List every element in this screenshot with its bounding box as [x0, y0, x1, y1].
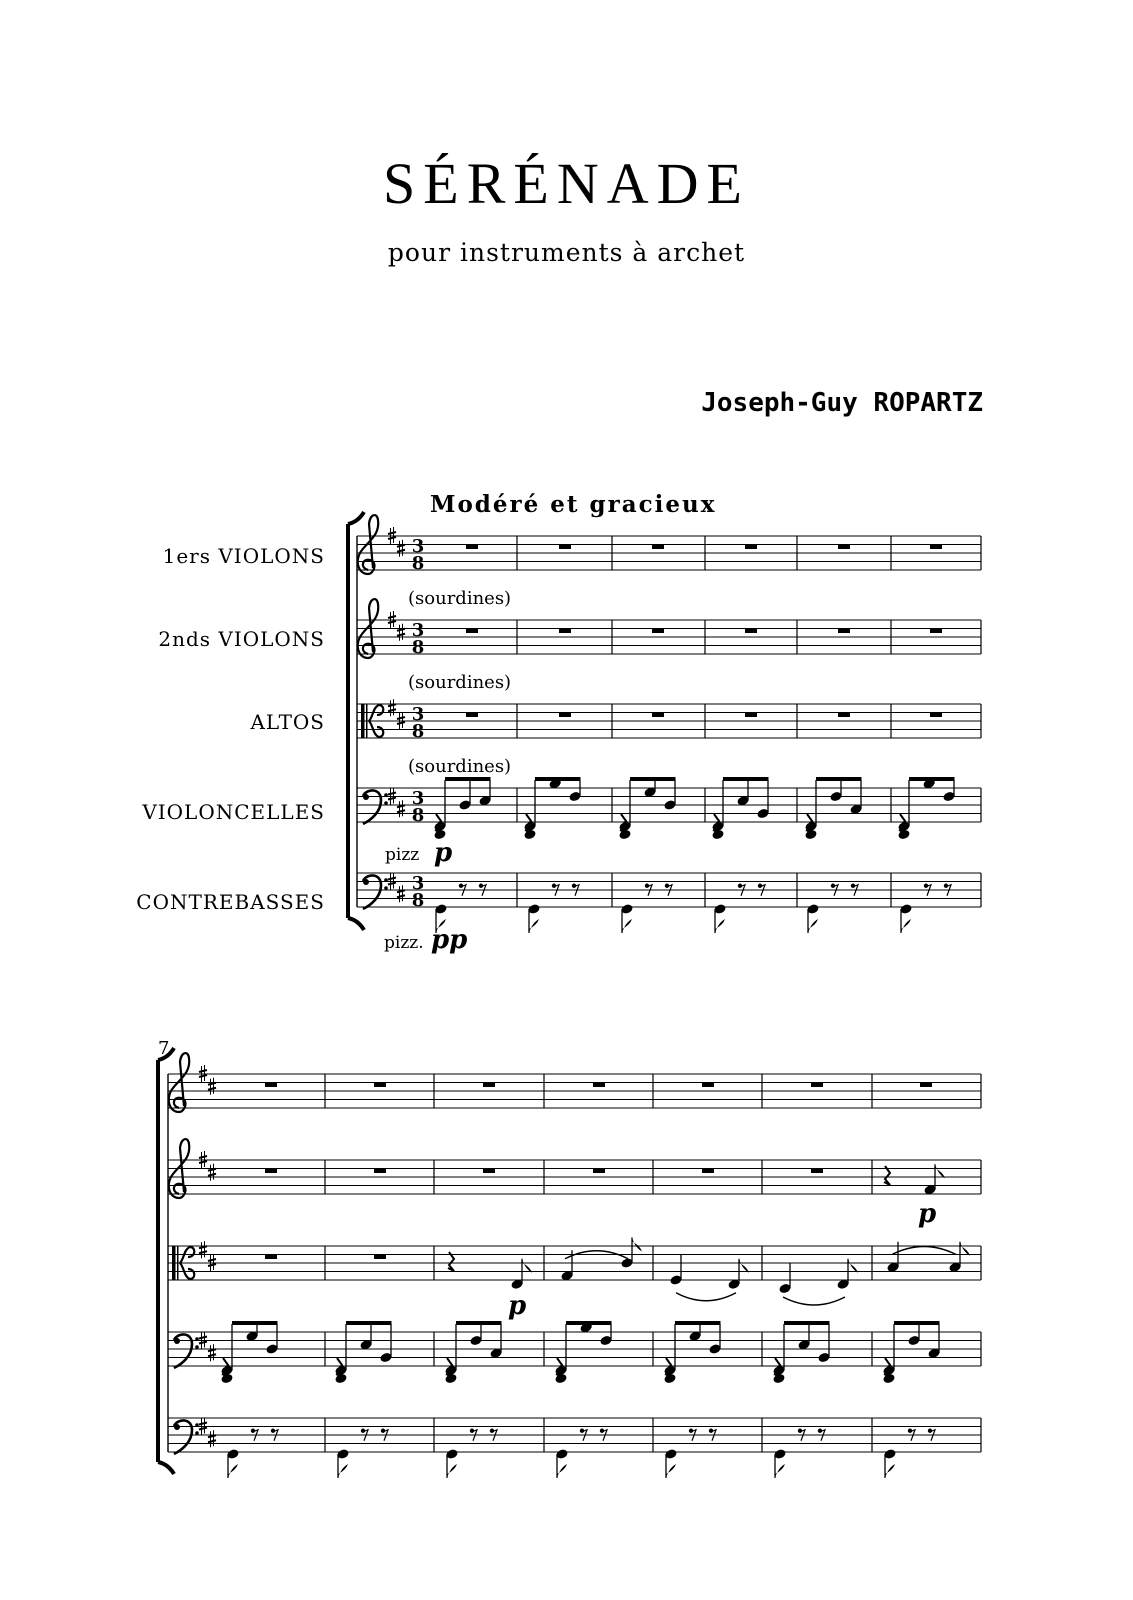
beam: [445, 777, 491, 781]
composer-name: Joseph-Guy ROPARTZ: [701, 388, 983, 418]
whole-rest: [745, 629, 757, 634]
bass-dynamic: pp: [431, 925, 468, 955]
instrument-label-altos: ALTOS: [250, 710, 325, 734]
sharp-sign: [388, 532, 396, 534]
whole-rest: [930, 629, 942, 634]
beam: [894, 1321, 940, 1325]
whole-rest: [838, 629, 850, 634]
sharp-sign: [199, 1246, 207, 1248]
whole-rest: [593, 1083, 605, 1088]
sharp-sign: [397, 634, 405, 636]
sharp-sign: [388, 798, 396, 800]
beam: [816, 777, 862, 781]
whole-rest: [652, 545, 664, 550]
notation-marks: [158, 512, 981, 1478]
bass-clef: [363, 794, 369, 800]
whole-rest: [652, 713, 664, 718]
whole-rest: [466, 713, 478, 718]
whole-rest: [930, 545, 942, 550]
bass-clef: [195, 1337, 199, 1341]
note-flag: [622, 919, 632, 933]
note-flag: [529, 919, 539, 933]
note-flag: [522, 1259, 532, 1273]
alto-clef: [172, 1246, 176, 1280]
bass-clef: [384, 878, 388, 882]
instrument-label-basses: CONTREBASSES: [136, 890, 325, 914]
sharp-sign: [199, 1423, 207, 1425]
sharp-sign: [199, 1342, 207, 1344]
time-signature-numerator: 3: [411, 536, 425, 557]
alto-clef: [177, 1246, 179, 1280]
sharp-sign: [388, 709, 396, 711]
sharp-sign: [208, 1174, 216, 1176]
whole-rest: [838, 713, 850, 718]
sharp-sign: [199, 1337, 207, 1339]
note-flag: [848, 1259, 858, 1273]
sharp-sign: [199, 1156, 207, 1158]
whole-rest: [930, 713, 942, 718]
bass-clef: [384, 793, 388, 797]
note-flag: [632, 1238, 642, 1252]
time-signature-denominator: 8: [411, 805, 425, 826]
time-signature-numerator: 3: [411, 704, 425, 725]
violin2-dynamic: p: [918, 1199, 937, 1229]
whole-rest: [702, 1083, 714, 1088]
note-flag: [739, 1259, 749, 1273]
sharp-sign: [397, 717, 405, 719]
sourdines-annotation-1: (sourdines): [408, 588, 512, 609]
beam: [723, 777, 769, 781]
note-flag: [447, 1464, 457, 1478]
sharp-sign: [388, 793, 396, 795]
beam: [346, 1321, 392, 1325]
sharp-sign: [397, 895, 405, 897]
note-flag: [808, 919, 818, 933]
whole-rest: [374, 1255, 386, 1260]
viola-dynamic: p: [508, 1291, 527, 1321]
sharp-sign: [388, 621, 396, 623]
sharp-sign: [208, 1259, 216, 1261]
whole-rest: [559, 713, 571, 718]
instrument-label-violin2: 2nds VIOLONS: [158, 627, 325, 651]
beam: [909, 777, 955, 781]
sharp-sign: [388, 883, 396, 885]
whole-rest: [745, 713, 757, 718]
beam: [675, 1321, 721, 1325]
bass-clef: [363, 879, 369, 885]
alto-clef: [366, 704, 368, 738]
sharp-sign: [397, 810, 405, 812]
time-signature-denominator: 8: [411, 637, 425, 658]
slur: [892, 1247, 956, 1255]
bass-clef: [174, 1338, 180, 1344]
sharp-sign: [208, 1264, 216, 1266]
sharp-sign: [199, 1070, 207, 1072]
staff-lines: [168, 536, 981, 1452]
note-flag: [901, 919, 911, 933]
whole-rest: [920, 1083, 932, 1088]
slur: [676, 1293, 736, 1301]
sharp-sign: [199, 1428, 207, 1430]
note-flag: [775, 1464, 785, 1478]
score-subtitle: pour instruments à archet: [387, 238, 746, 267]
whole-rest: [483, 1083, 495, 1088]
sharp-sign: [208, 1349, 216, 1351]
tempo-marking: Modéré et gracieux: [430, 491, 717, 518]
beam: [784, 1321, 830, 1325]
cello-dynamic: p: [434, 838, 453, 868]
beam: [232, 1321, 278, 1325]
whole-rest: [559, 545, 571, 550]
whole-rest: [811, 1083, 823, 1088]
sharp-sign: [208, 1083, 216, 1085]
alto-clef: [361, 704, 365, 738]
note-flag: [228, 1464, 238, 1478]
bass-clef: [384, 801, 388, 805]
instrument-label-violin1: 1ers VIOLONS: [162, 544, 325, 568]
note-flag: [557, 1464, 567, 1478]
whole-rest: [838, 545, 850, 550]
note-flag: [338, 1464, 348, 1478]
sharp-sign: [388, 616, 396, 618]
sharp-sign: [208, 1440, 216, 1442]
note-flag: [935, 1164, 945, 1178]
cello-pizz-marking: pizz: [385, 845, 420, 865]
beam: [535, 777, 581, 781]
sharp-sign: [208, 1169, 216, 1171]
slur: [783, 1297, 845, 1305]
whole-rest: [811, 1169, 823, 1174]
instrument-label-cellos: VIOLONCELLES: [142, 800, 325, 824]
time-signature-denominator: 8: [411, 721, 425, 742]
whole-rest: [265, 1083, 277, 1088]
bass-clef: [174, 1424, 180, 1430]
sharp-sign: [199, 1075, 207, 1077]
whole-rest: [265, 1255, 277, 1260]
note-flag: [666, 1464, 676, 1478]
sourdines-annotation-3: (sourdines): [408, 756, 512, 777]
whole-rest: [483, 1169, 495, 1174]
bass-pizz-marking: pizz.: [384, 933, 424, 953]
sharp-sign: [388, 878, 396, 880]
note-flag: [960, 1242, 970, 1256]
note-flag: [715, 919, 725, 933]
whole-rest: [265, 1169, 277, 1174]
sharp-sign: [199, 1251, 207, 1253]
beam: [456, 1321, 502, 1325]
sharp-sign: [397, 722, 405, 724]
whole-rest: [466, 629, 478, 634]
sharp-sign: [397, 550, 405, 552]
bass-clef: [384, 886, 388, 890]
sharp-sign: [199, 1161, 207, 1163]
whole-rest: [702, 1169, 714, 1174]
bass-clef: [195, 1345, 199, 1349]
time-signature-denominator: 8: [411, 890, 425, 911]
whole-rest: [593, 1169, 605, 1174]
whole-rest: [466, 545, 478, 550]
sourdines-annotation-2: (sourdines): [408, 672, 512, 693]
score-title: SÉRÉNADE: [383, 151, 750, 216]
beam: [630, 777, 676, 781]
bass-clef: [195, 1431, 199, 1435]
beam: [566, 1321, 612, 1325]
whole-rest: [374, 1169, 386, 1174]
time-signature-numerator: 3: [411, 620, 425, 641]
whole-rest: [745, 545, 757, 550]
time-signature-numerator: 3: [411, 873, 425, 894]
bass-clef: [195, 1423, 199, 1427]
whole-rest: [652, 629, 664, 634]
sharp-sign: [208, 1435, 216, 1437]
sharp-sign: [388, 537, 396, 539]
sharp-sign: [208, 1354, 216, 1356]
system-bracket: [158, 1048, 174, 1474]
sharp-sign: [208, 1088, 216, 1090]
time-signature-denominator: 8: [411, 553, 425, 574]
note-flag: [885, 1464, 895, 1478]
whole-rest: [374, 1083, 386, 1088]
measure-number: 7: [158, 1038, 170, 1059]
whole-rest: [559, 629, 571, 634]
time-signature-numerator: 3: [411, 788, 425, 809]
